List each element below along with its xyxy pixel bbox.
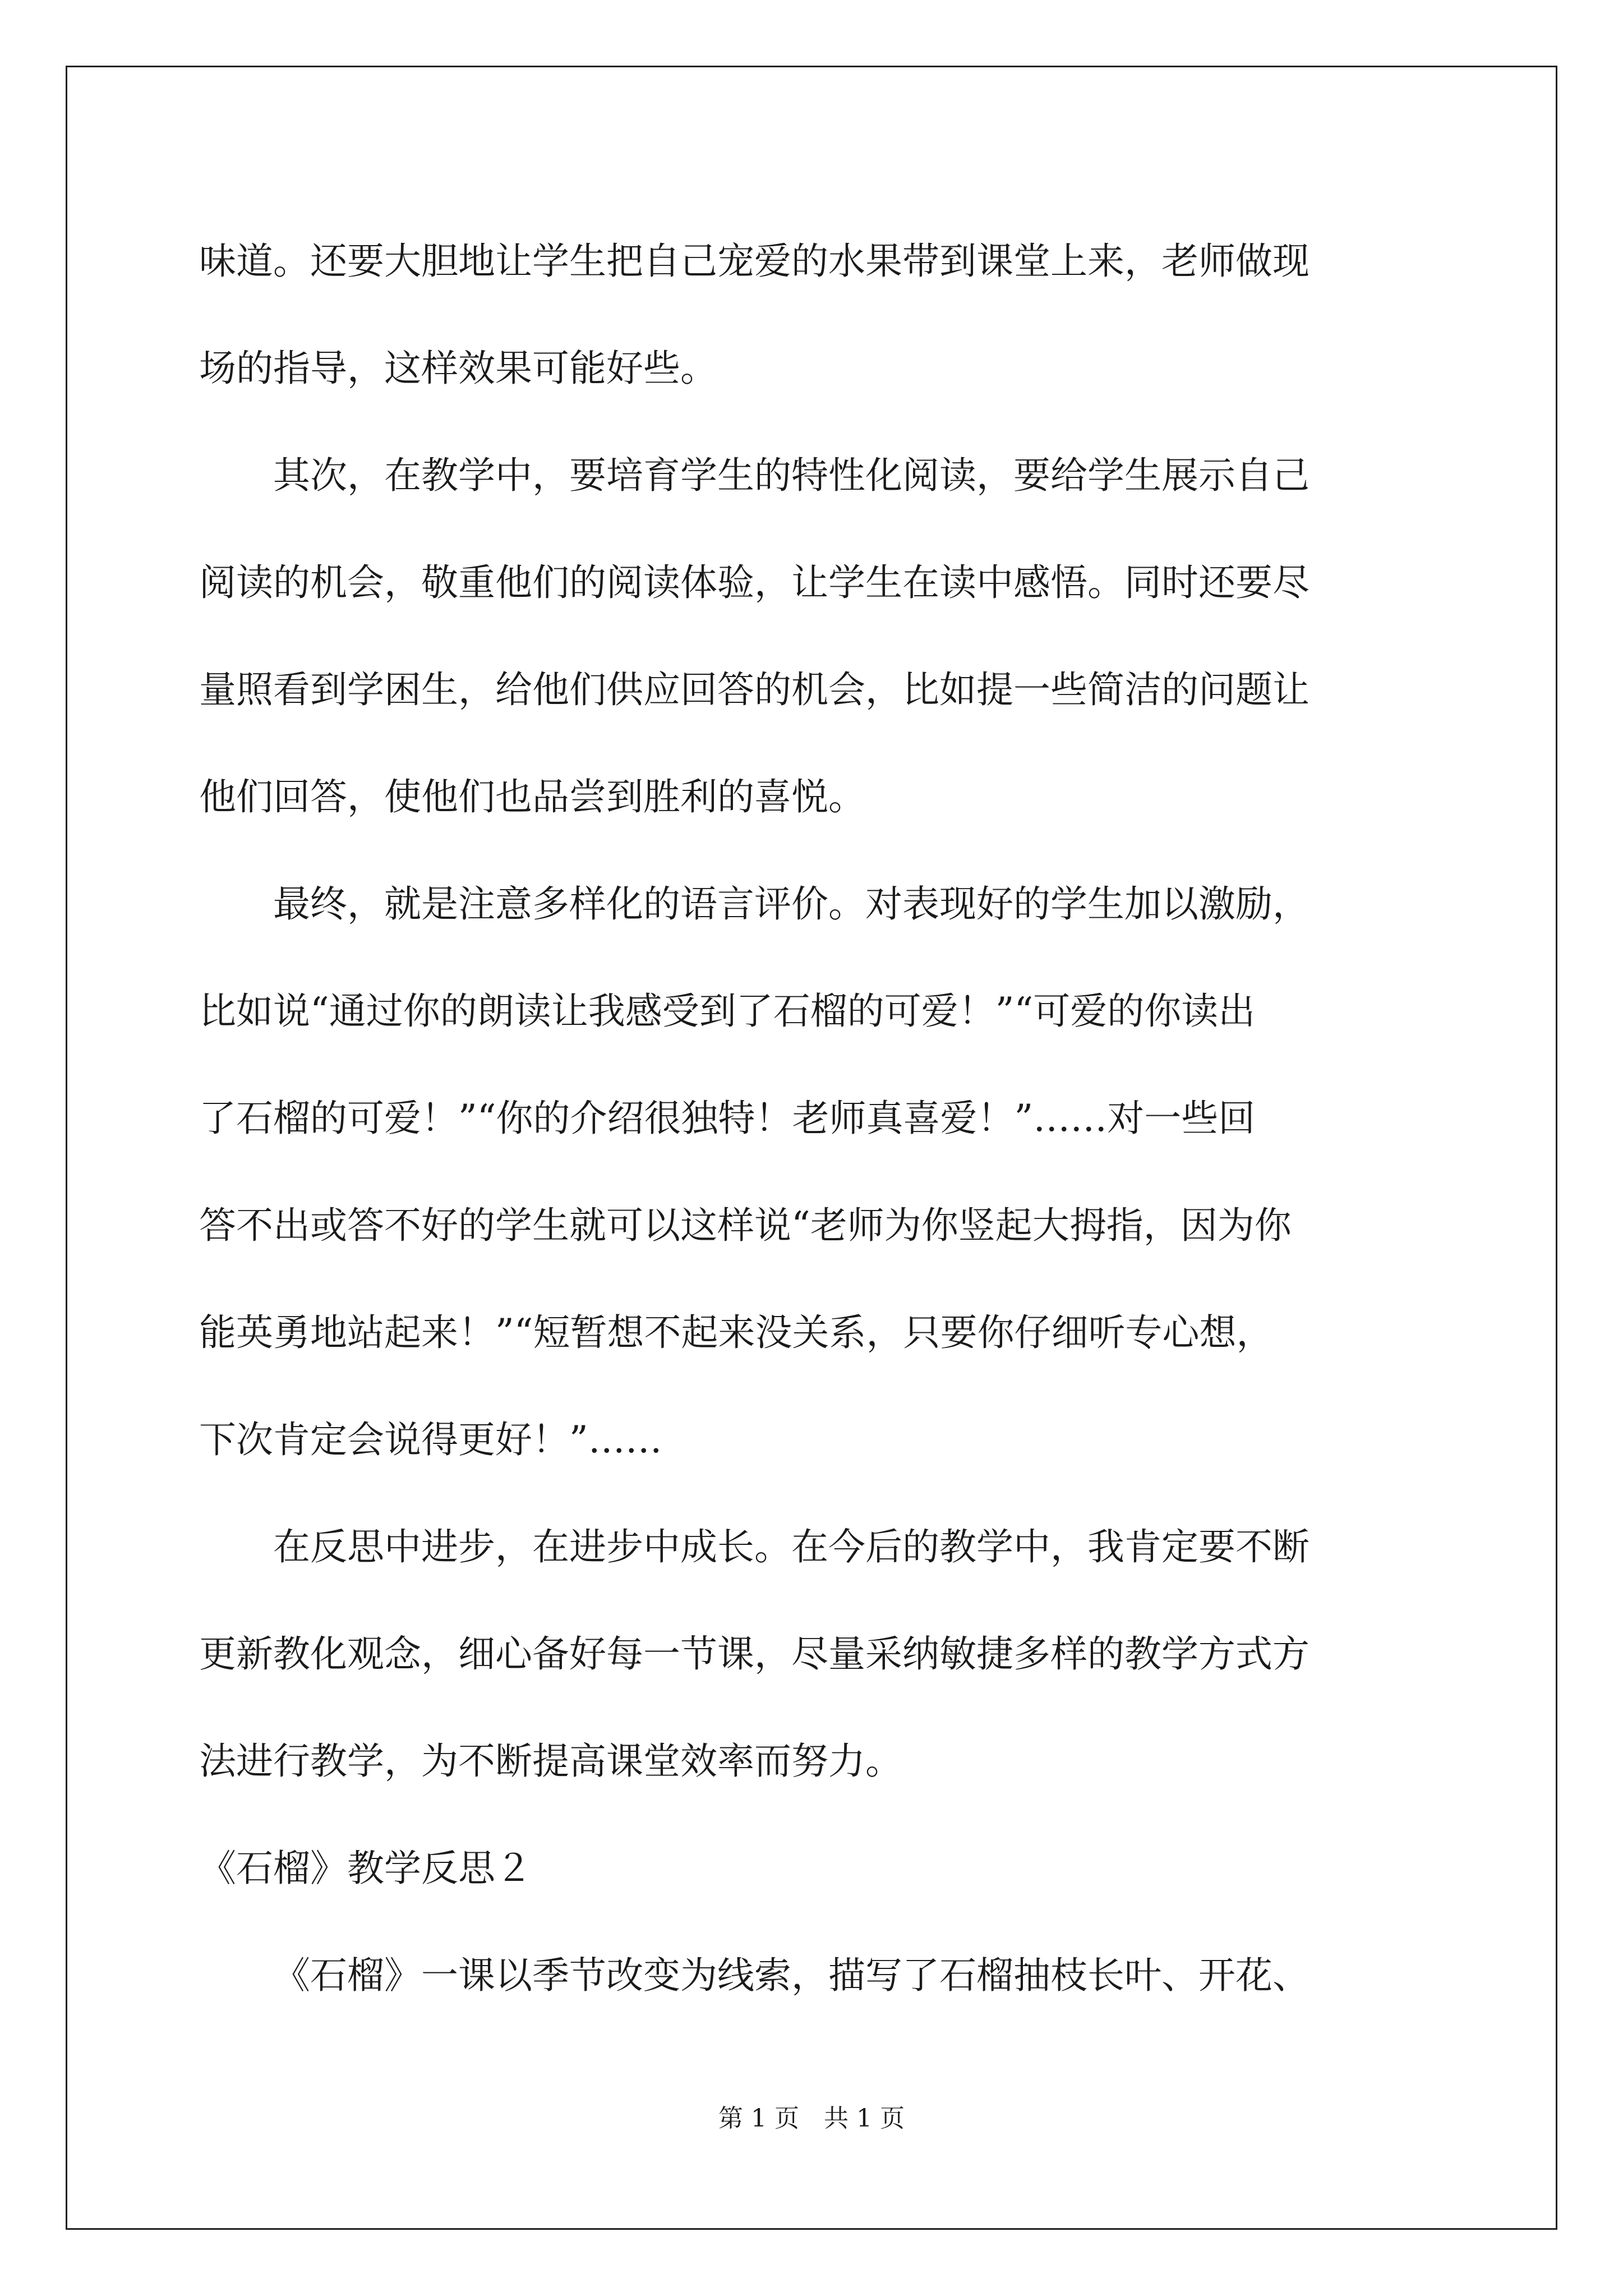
paragraph-line: 味道。还要大胆地让学生把自己宠爱的水果带到课堂上来，老师做现 (199, 240, 1310, 283)
paragraph-line: 《石榴》一课以季节改变为线索，描写了石榴抽枝长叶、开花、 (273, 1954, 1310, 1997)
page-footer: 第 1 页 共 1 页 (718, 2104, 905, 2133)
paragraph-line: 最终，就是注意多样化的语言评价。对表现好的学生加以激励， (273, 882, 1310, 926)
paragraph-line: 阅读的机会，敬重他们的阅读体验，让学生在读中感悟。同时还要尽 (199, 561, 1310, 604)
paragraph-line: 更新教化观念，细心备好每一节课，尽量采纳敏捷多样的教学方式方 (199, 1632, 1310, 1676)
paragraph-line: 下次肯定会说得更好！”…… (199, 1418, 662, 1461)
paragraph-line: 答不出或答不好的学生就可以这样说“老师为你竖起大拇指，因为你 (199, 1204, 1292, 1247)
paragraph-line: 在反思中进步，在进步中成长。在今后的教学中，我肯定要不断 (273, 1525, 1310, 1568)
paragraph-line: 能英勇地站起来！”“短暂想不起来没关系，只要你仔细听专心想， (199, 1311, 1274, 1354)
paragraph-line: 他们回答，使他们也品尝到胜利的喜悦。 (199, 775, 865, 818)
paragraph-line: 量照看到学困生，给他们供应回答的机会，比如提一些简洁的问题让 (199, 668, 1310, 711)
section-heading: 《石榴》教学反思２ (199, 1847, 532, 1890)
paragraph-line: 法进行教学，为不断提高课堂效率而努力。 (199, 1740, 902, 1783)
paragraph-line: 比如说“通过你的朗读让我感受到了石榴的可爱！”“可爱的你读出 (199, 990, 1256, 1033)
document-body (199, 208, 1433, 2029)
paragraph-line: 其次，在教学中，要培育学生的特性化阅读，要给学生展示自己 (273, 454, 1310, 497)
paragraph-line: 了石榴的可爱！”“你的介绍很独特！老师真喜爱！”……对一些回 (199, 1097, 1256, 1140)
paragraph-line: 场的指导，这样效果可能好些。 (199, 347, 717, 390)
